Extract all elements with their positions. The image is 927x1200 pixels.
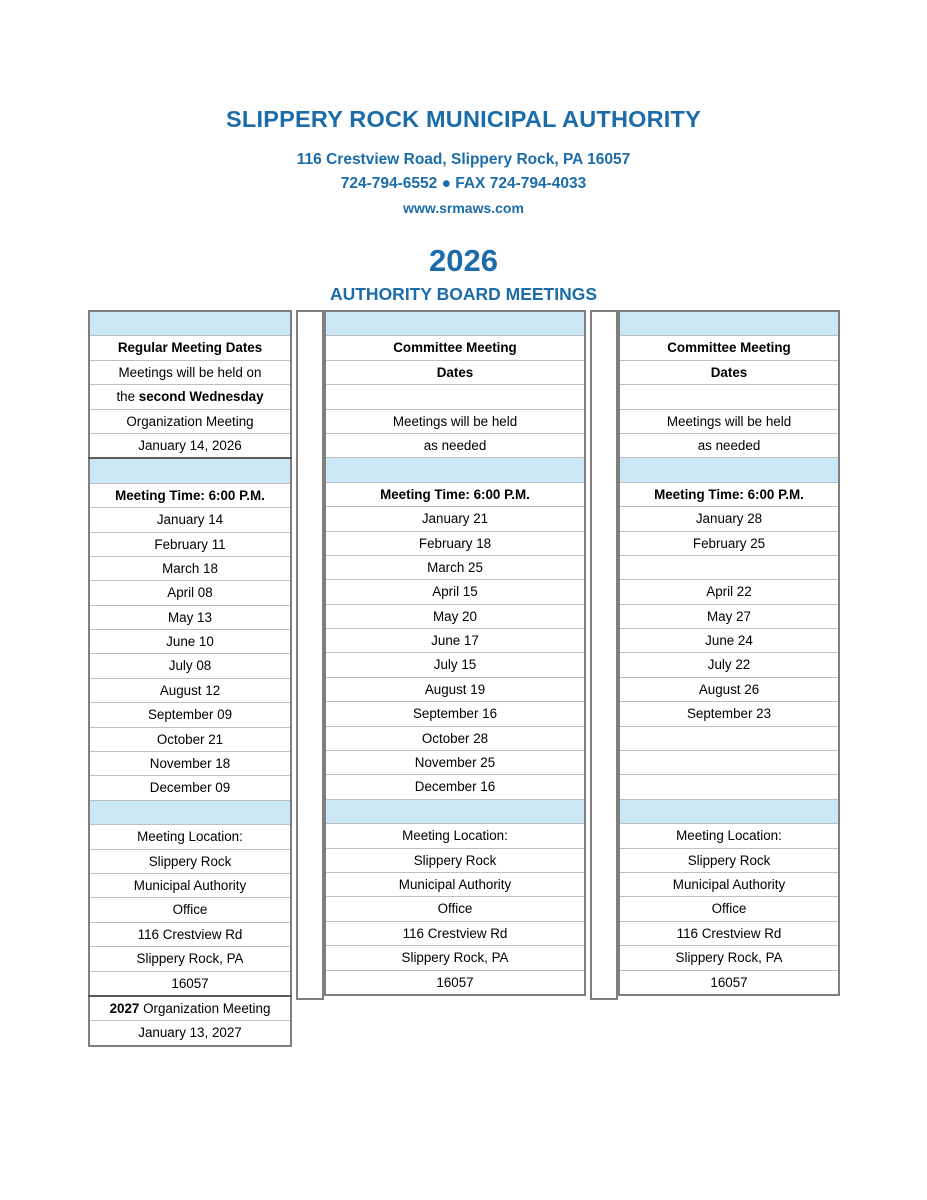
intro-plain-text: the <box>116 389 139 405</box>
meeting-date-cell: June 24 <box>619 629 839 653</box>
table-row <box>89 776 291 800</box>
table-row <box>89 360 291 384</box>
blank-cell <box>619 385 839 409</box>
location-line: Office <box>619 897 839 921</box>
table-row <box>89 630 291 654</box>
table-row <box>619 604 839 628</box>
organization-address: 116 Crestview Road, Slippery Rock, PA 16057 <box>296 150 631 168</box>
table-row <box>619 385 839 409</box>
meeting-date-cell: October 28 <box>325 726 585 750</box>
table-row <box>619 702 839 726</box>
table-row <box>89 971 291 996</box>
table-row <box>619 970 839 995</box>
table-gap-divider-1 <box>296 310 324 1000</box>
location-line: 16057 <box>89 971 291 996</box>
table-row <box>619 921 839 945</box>
table-row <box>619 507 839 531</box>
location-line: 116 Crestview Rd <box>89 922 291 946</box>
table-row <box>325 799 585 823</box>
location-line: 116 Crestview Rd <box>619 921 839 945</box>
band-cell-bottom <box>325 799 585 823</box>
location-line: Meeting Location: <box>619 824 839 848</box>
table-row <box>89 556 291 580</box>
meeting-date-cell <box>619 751 839 775</box>
table-row <box>619 458 839 482</box>
regular-intro-line-2 <box>89 385 291 409</box>
location-line: Municipal Authority <box>325 872 585 896</box>
table-row <box>325 336 585 360</box>
table-row <box>619 555 839 579</box>
table-row <box>89 581 291 605</box>
calendar-year: 2026 <box>429 243 498 279</box>
location-line: Slippery Rock, PA <box>325 946 585 970</box>
table-row <box>325 580 585 604</box>
table-row <box>619 872 839 896</box>
table-row <box>89 947 291 971</box>
regular-meeting-time: Meeting Time: 6:00 P.M. <box>89 483 291 507</box>
next-year-value: 2027 <box>109 1000 140 1016</box>
document-subtitle: AUTHORITY BOARD MEETINGS <box>329 284 598 305</box>
next-year-organization-date: January 13, 2027 <box>89 1021 291 1046</box>
table-row <box>619 409 839 433</box>
table-row <box>325 848 585 872</box>
band-cell-mid <box>619 458 839 482</box>
organization-title: SLIPPERY ROCK MUNICIPAL AUTHORITY <box>226 106 701 132</box>
table-row <box>619 897 839 921</box>
meeting-date-cell: April 15 <box>325 580 585 604</box>
table-row <box>325 824 585 848</box>
table-row <box>325 751 585 775</box>
location-line: Slippery Rock <box>89 849 291 873</box>
band-cell-top <box>325 311 585 336</box>
meeting-date-cell: January 21 <box>325 507 585 531</box>
table-row <box>325 458 585 482</box>
table-row <box>619 677 839 701</box>
meeting-date-cell: October 21 <box>89 727 291 751</box>
band-cell-bottom <box>89 800 291 824</box>
location-line: 16057 <box>619 970 839 995</box>
table-row <box>89 654 291 678</box>
meeting-date-cell: March 25 <box>325 555 585 579</box>
location-line: Slippery Rock, PA <box>89 947 291 971</box>
table-row <box>325 897 585 921</box>
table-row <box>89 336 291 360</box>
committee-meeting-table-a <box>324 310 586 996</box>
blank-cell <box>325 385 585 409</box>
table-row <box>325 360 585 384</box>
table-row <box>619 726 839 750</box>
committee-meeting-time: Meeting Time: 6:00 P.M. <box>619 482 839 506</box>
meeting-date-cell: April 22 <box>619 580 839 604</box>
meeting-date-cell: May 13 <box>89 605 291 629</box>
meeting-date-cell <box>619 775 839 799</box>
table-row <box>325 653 585 677</box>
regular-intro-line-1: Meetings will be held on <box>89 360 291 384</box>
location-line: 16057 <box>325 970 585 995</box>
meeting-date-cell: January 14 <box>89 508 291 532</box>
table-row <box>325 702 585 726</box>
intro-bold-text: second Wednesday <box>138 389 264 405</box>
meeting-date-cell: February 18 <box>325 531 585 555</box>
table-row <box>619 433 839 457</box>
table-row <box>89 703 291 727</box>
location-line: 116 Crestview Rd <box>325 921 585 945</box>
table-row <box>325 531 585 555</box>
organization-website: www.srmaws.com <box>403 199 524 216</box>
table-row <box>325 970 585 995</box>
location-line: Slippery Rock, PA <box>619 946 839 970</box>
table-row <box>89 385 291 409</box>
location-line: Slippery Rock <box>325 848 585 872</box>
table-row <box>325 872 585 896</box>
table-row <box>89 752 291 776</box>
table-row <box>325 555 585 579</box>
table-row <box>89 678 291 702</box>
meeting-date-cell <box>619 726 839 750</box>
table-row <box>325 507 585 531</box>
location-line: Slippery Rock <box>619 848 839 872</box>
table-row <box>89 433 291 458</box>
regular-meeting-title: Regular Meeting Dates <box>89 336 291 360</box>
meeting-date-cell: February 25 <box>619 531 839 555</box>
meeting-date-cell: December 16 <box>325 775 585 799</box>
location-line: Office <box>325 897 585 921</box>
meeting-date-cell: July 22 <box>619 653 839 677</box>
table-row <box>89 873 291 897</box>
organization-meeting-label: Organization Meeting <box>89 409 291 433</box>
band-cell-mid <box>325 458 585 482</box>
committee-note-line-2: as needed <box>325 433 585 457</box>
table-row <box>89 800 291 824</box>
table-row <box>89 458 291 483</box>
location-line: Meeting Location: <box>325 824 585 848</box>
table-row <box>325 385 585 409</box>
meeting-date-cell: December 09 <box>89 776 291 800</box>
band-cell-top <box>89 311 291 336</box>
table-row <box>619 946 839 970</box>
meeting-date-cell: June 17 <box>325 629 585 653</box>
meeting-date-cell: November 25 <box>325 751 585 775</box>
table-row <box>619 775 839 799</box>
table-row <box>619 531 839 555</box>
table-row <box>325 409 585 433</box>
meeting-date-cell: July 08 <box>89 654 291 678</box>
table-row <box>619 653 839 677</box>
table-row <box>325 726 585 750</box>
meeting-date-cell: May 27 <box>619 604 839 628</box>
table-row <box>619 629 839 653</box>
table-row <box>619 799 839 823</box>
committee-title-line-1: Committee Meeting <box>325 336 585 360</box>
table-row <box>89 311 291 336</box>
band-cell-bottom <box>619 799 839 823</box>
table-row <box>325 311 585 336</box>
next-year-organization-meeting <box>89 996 291 1021</box>
meeting-date-cell: August 19 <box>325 677 585 701</box>
committee-title-line-2: Dates <box>619 360 839 384</box>
table-row <box>325 629 585 653</box>
table-gap-divider-2 <box>590 310 618 1000</box>
committee-note-line-1: Meetings will be held <box>619 409 839 433</box>
table-row <box>89 409 291 433</box>
meeting-date-cell: April 08 <box>89 581 291 605</box>
table-row <box>325 433 585 457</box>
band-cell-mid <box>89 458 291 483</box>
table-row <box>619 482 839 506</box>
table-row <box>89 849 291 873</box>
table-row <box>89 532 291 556</box>
table-row <box>89 898 291 922</box>
meeting-date-cell: November 18 <box>89 752 291 776</box>
table-row <box>619 824 839 848</box>
meeting-date-cell: January 28 <box>619 507 839 531</box>
meeting-date-cell: May 20 <box>325 604 585 628</box>
organization-phone-fax: 724-794-6552 ● FAX 724-794-4033 <box>340 174 587 192</box>
table-row <box>325 775 585 799</box>
regular-meeting-table <box>88 310 292 1047</box>
table-row <box>89 605 291 629</box>
meeting-date-cell: August 12 <box>89 678 291 702</box>
table-row <box>325 677 585 701</box>
location-line: Municipal Authority <box>89 873 291 897</box>
table-row <box>619 360 839 384</box>
location-line: Municipal Authority <box>619 872 839 896</box>
table-row <box>325 482 585 506</box>
table-row <box>325 921 585 945</box>
meeting-date-cell: September 16 <box>325 702 585 726</box>
meeting-date-cell: July 15 <box>325 653 585 677</box>
organization-meeting-date: January 14, 2026 <box>89 433 291 458</box>
committee-note-line-1: Meetings will be held <box>325 409 585 433</box>
band-cell-top <box>619 311 839 336</box>
meeting-date-cell <box>619 555 839 579</box>
committee-note-line-2: as needed <box>619 433 839 457</box>
meeting-date-cell: February 11 <box>89 532 291 556</box>
location-line: Office <box>89 898 291 922</box>
table-row <box>89 1021 291 1046</box>
location-line: Meeting Location: <box>89 825 291 849</box>
table-row <box>89 996 291 1021</box>
table-row <box>325 604 585 628</box>
next-year-label: Organization Meeting <box>139 1000 271 1016</box>
table-row <box>89 508 291 532</box>
table-row <box>89 483 291 507</box>
table-row <box>89 727 291 751</box>
table-row <box>619 311 839 336</box>
meeting-date-cell: September 09 <box>89 703 291 727</box>
meeting-date-cell: September 23 <box>619 702 839 726</box>
table-row <box>325 946 585 970</box>
table-row <box>619 751 839 775</box>
committee-meeting-table-b <box>618 310 840 996</box>
table-row <box>619 848 839 872</box>
table-row <box>89 825 291 849</box>
committee-title-line-1: Committee Meeting <box>619 336 839 360</box>
committee-meeting-time: Meeting Time: 6:00 P.M. <box>325 482 585 506</box>
table-row <box>619 580 839 604</box>
committee-title-line-2: Dates <box>325 360 585 384</box>
meeting-date-cell: March 18 <box>89 556 291 580</box>
table-row <box>619 336 839 360</box>
meeting-date-cell: June 10 <box>89 630 291 654</box>
meeting-date-cell: August 26 <box>619 677 839 701</box>
document-header <box>0 0 927 304</box>
table-row <box>89 922 291 946</box>
